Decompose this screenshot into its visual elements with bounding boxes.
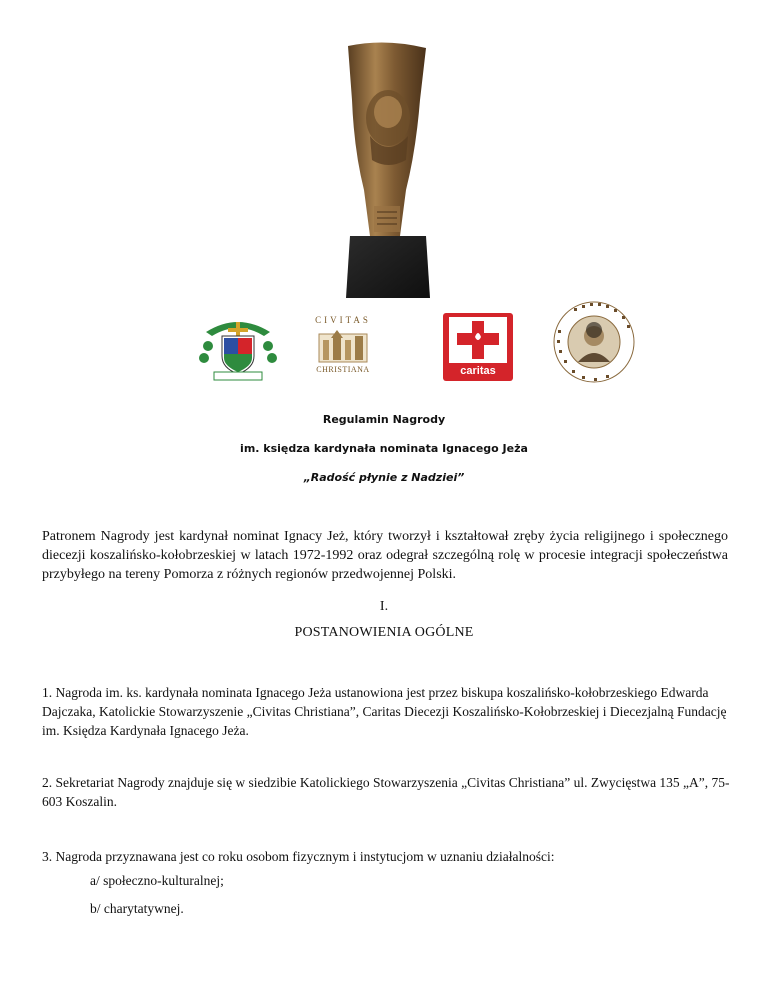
sub-item-b: b/ charytatywnej. [90, 901, 184, 916]
civitas-top-text: CIVITAS [315, 315, 371, 325]
intro-paragraph: Patronem Nagrody jest kardynał nominat Ignacy Jeż, który tworzył i kształtował zręby życia religijnego i społecznego diecezji koszalińsko-kołobrzeskiej w latach 1972-1992 oraz odegrał szczególną rolę w procesie integracji społeczeństwa przybyłego na tereny Pomorza z różnych regionów przedwojennej Polski. [42, 529, 728, 582]
trophy-image [330, 40, 440, 302]
document-subtitle: im. księdza kardynała nominata Ignacego Jeża [240, 442, 528, 455]
civitas-christiana-logo [303, 315, 383, 377]
section-title: POSTANOWIENIA OGÓLNE [294, 625, 474, 640]
list-item: 3. Nagroda przyznawana jest co roku osobom fizycznym i instytucjom w uznaniu działalności: [42, 849, 555, 864]
civitas-bottom-text: CHRISTIANA [316, 365, 370, 374]
fundacja-logo [552, 300, 636, 384]
diocese-coat-of-arms-logo [198, 312, 278, 382]
list-item: 2. Sekretariat Nagrody znajduje się w siedzibie Katolickiego Stowarzyszenia „Civitas Christiana” ul. Zwycięstwa 135 „A”, 75-603 Koszalin. [42, 775, 730, 809]
document-title: Regulamin Nagrody [322, 413, 446, 426]
sub-item-a: a/ społeczno-kulturalnej; [90, 873, 224, 888]
list-item: 1. Nagroda im. ks. kardynała nominata Ignacego Jeża ustanowiona jest przez biskupa koszalińsko-kołobrzeskiego Edwarda Dajczaka, Katolickie Stowarzyszenie „Civitas Christiana”, Caritas Diecezji Koszalińsko-Kołobrzeskiej i Diecezjalną Fundację im. Księdza Kardynała Ignacego Jeża. [42, 685, 727, 738]
section-number: I. [379, 599, 389, 614]
caritas-logo [443, 313, 513, 381]
caritas-label: caritas [460, 365, 496, 377]
document-motto: „Radość płynie z Nadziei” [303, 471, 465, 484]
